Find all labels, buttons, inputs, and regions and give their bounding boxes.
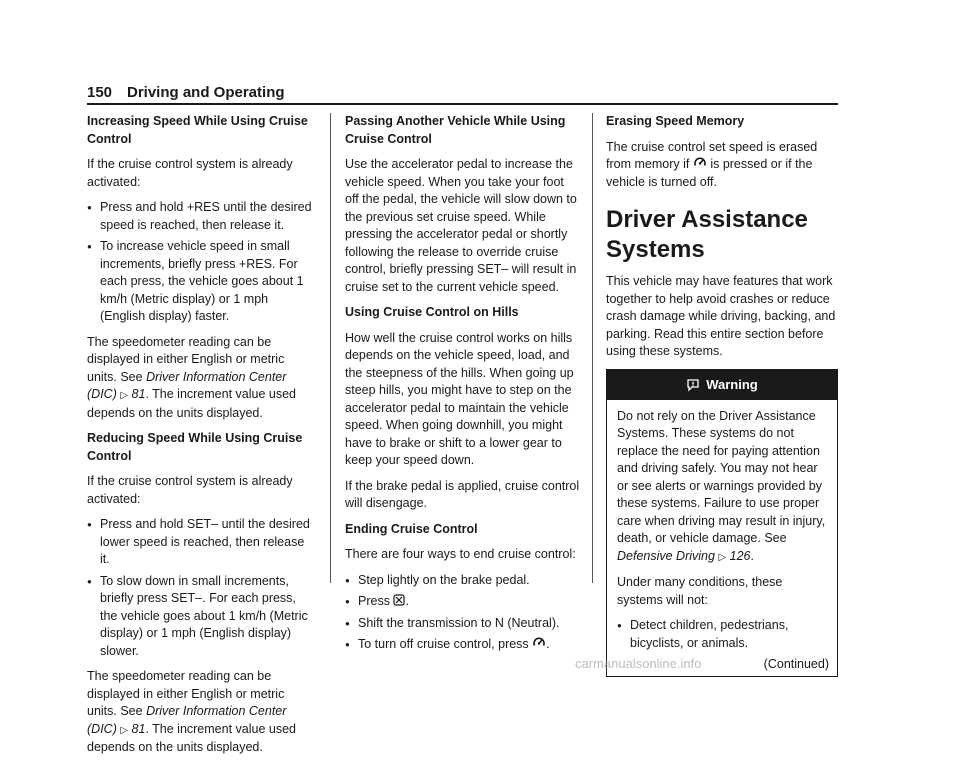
paragraph: This vehicle may have features that work together to help avoid crashes or reduce crash damage while driving, backing, and parking. Read this entire section before using these systems. [606,274,836,358]
list-item: ● To slow down in small increments, briefly press SET–. For each press, the vehicle goes about 1 km/h (Metric display) or 1 mph (English display) slower. [87,573,315,661]
dic-reference-link[interactable]: Driver Information Center (DIC) [87,704,287,736]
warning-header [607,370,837,400]
paragraph: Do not rely on the Driver Assistance Systems. These systems do not replace the need for paying attention and driving safely. You may not hear or see alerts or warnings provided by these systems. Failure to use proper care when driving may result in injury, death, or vehicle damage. See Defensive Driving ▷ 126. [617,408,826,563]
page-reference[interactable]: 81 [131,387,146,401]
increasing-speed-heading: Increasing Speed While Using Cruise Control [87,114,308,146]
column-3 [606,113,838,677]
reducing-speed-heading: Reducing Speed While Using Cruise Control [87,431,303,463]
reference-arrow-icon: ▷ [120,724,129,736]
cruise-control-icon [693,156,707,170]
list-item: ● To increase vehicle speed in small increments, briefly press +RES. For each press, the vehicle goes about 1 km/h (Metric display) or 1 mph (English display) faster. [87,238,315,326]
ending-list [345,572,581,654]
list-item: ● Press and hold SET– until the desired lower speed is reached, then release it. [87,516,315,569]
warning-icon [686,378,700,392]
paragraph: If the brake pedal is applied, cruise control will disengage. [345,478,580,510]
passing-heading: Passing Another Vehicle While Using Cruise Control [345,114,566,146]
list-item: ● Press . [345,593,581,611]
reference-arrow-icon: ▷ [718,551,727,563]
warning-list [617,617,829,652]
paragraph: Under many conditions, these systems will not: [617,575,783,607]
list-item: ● To turn off cruise control, press . [345,636,581,654]
paragraph: Use the accelerator pedal to increase the vehicle speed. When you take your foot off the pedal, the vehicle will slow down to the previous set cruise speed. While pressing the accelerator pedal or shortly following the release to override cruise control, briefly pressing SET– will result in cruise set to the current vehicle speed. [345,157,577,294]
header-rule [87,103,838,105]
warning-body [607,400,837,676]
cancel-icon [393,594,405,606]
watermark: carmanualsonline.info [575,656,702,671]
column-1 [87,113,315,765]
paragraph: How well the cruise control works on hills depends on the vehicle speed, load, and the steepness of the hills. When going up steep hills, you might have to step on the accelerator pedal to maintain the vehicle speed. When going downhill, you might have to brake or shift to a lower gear to keep your speed down. [345,330,574,467]
list-item: ● Step lightly on the brake pedal. [345,572,581,590]
erasing-heading: Erasing Speed Memory [606,114,745,128]
paragraph: If the cruise control system is already activated: [87,474,293,506]
warning-label: Warning [706,376,758,392]
reference-arrow-icon: ▷ [120,390,129,401]
column-divider [330,113,331,583]
list-item: ● Shift the transmission to N (Neutral). [345,615,581,633]
column-2 [345,113,581,662]
paragraph: There are four ways to end cruise control: [345,547,576,561]
page-reference[interactable]: 126 [729,548,751,563]
ending-heading: Ending Cruise Control [345,521,478,536]
list-item: ● Press and hold +RES until the desired speed is reached, then release it. [87,199,315,234]
reduce-list [87,516,315,660]
hills-heading: Using Cruise Control on Hills [345,305,519,319]
paragraph: The cruise control set speed is erased from memory if is pressed or if the vehicle is turned off. [606,139,818,189]
continued-label: (Continued) [763,657,829,671]
dic-reference-link[interactable]: Driver Information Center (DIC) [87,369,287,401]
column-divider [592,113,593,583]
increase-list [87,199,315,326]
warning-box [606,369,838,677]
paragraph: If the cruise control system is already activated: [87,157,293,189]
driver-assistance-title: Driver Assistance Systems [606,206,808,263]
paragraph: The speedometer reading can be displayed in either English or metric units. See Driver Information Center (DIC) ▷ 81. The increment value used depends on the units displayed. [87,334,296,420]
paragraph: The speedometer reading can be displayed in either English or metric units. See Driver Information Center (DIC) ▷ 81. The increment value used depends on the units displayed. [87,669,296,754]
page-number: 150 [87,84,113,101]
defensive-driving-link[interactable]: Defensive Driving [617,548,715,563]
cruise-control-icon [532,636,546,650]
page-reference[interactable]: 81 [131,721,146,736]
section-title: Driving and Operating [127,84,285,101]
list-item: ● Detect children, pedestrians, bicyclists, or animals. [617,617,829,652]
